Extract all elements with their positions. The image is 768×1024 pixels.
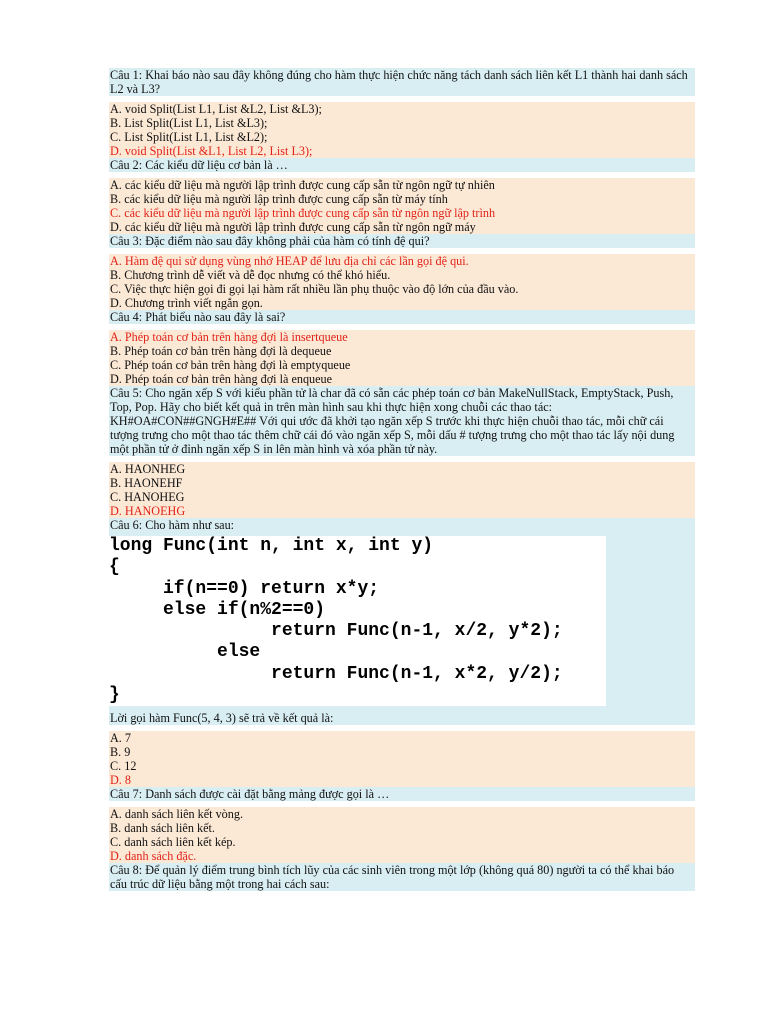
question-text: Câu 5: Cho ngăn xếp S với kiểu phần tử là char đã có sẵn các phép toán cơ bản MakeNullStack, EmptyStack, Push, Top, Pop. Hãy cho biết kết quả in trên màn hình sau khi thực hiện xong chuỗi các thao tác: KH#OA#CON##GNGH#E## Với qui ước đã khởi tạo ngăn xếp S trước khi thực hiện chuỗi thao tác, mỗi chữ cái tượng trưng cho một thao tác thêm chữ cái đó vào ngăn xếp S, mỗi dấu # tượng trưng cho một thao tác lấy nội dung một phần tử ở đỉnh ngăn xếp S in lên màn hình và xóa phần tử này. bbox=[109, 386, 695, 456]
answer-list bbox=[109, 330, 695, 386]
answer-list bbox=[109, 254, 695, 310]
answer-option-correct: D. 8 bbox=[110, 773, 131, 788]
question-text: Câu 8: Để quản lý điểm trung bình tích lũy của các sinh viên trong một lớp (không quá 80) người ta có thể khai báo cấu trúc dữ liệu bằng một trong hai cách sau: bbox=[109, 863, 695, 891]
answer-list bbox=[109, 102, 695, 158]
answer-option: C. HANOHEG bbox=[110, 490, 185, 504]
answer-option: A. 7 bbox=[110, 731, 131, 746]
answer-list bbox=[109, 731, 695, 787]
answer-option: A. danh sách liên kết vòng. bbox=[110, 807, 244, 822]
answer-option: A. các kiểu dữ liệu mà người lập trình được cung cấp sẵn từ ngôn ngữ tự nhiên bbox=[110, 178, 495, 192]
question-text: Câu 1: Khai báo nào sau đây không đúng cho hàm thực hiện chức năng tách danh sách liên kết L1 thành hai danh sách L2 và L3? bbox=[109, 68, 695, 96]
answer-option: B. 9 bbox=[110, 745, 131, 760]
code-block-container bbox=[109, 532, 695, 711]
answer-option: A. void Split(List L1, List &L2, List &L3); bbox=[110, 102, 322, 116]
answer-option: C. 12 bbox=[110, 759, 137, 774]
answer-option: B. các kiểu dữ liệu mà người lập trình được cung cấp sẵn từ máy tính bbox=[110, 192, 448, 206]
answer-option: C. danh sách liên kết kép. bbox=[110, 835, 236, 850]
question-text: Câu 6: Cho hàm như sau: bbox=[109, 518, 695, 532]
answer-option: B. Chương trình dễ viết và dễ đọc nhưng có thể khó hiểu. bbox=[110, 268, 391, 282]
question-text: Câu 3: Đặc điểm nào sau đây không phải của hàm có tính đệ qui? bbox=[109, 234, 695, 248]
answer-option-correct: D. HANOEHG bbox=[110, 504, 186, 518]
answer-option: D. Phép toán cơ bản trên hàng đợi là enqueue bbox=[110, 372, 333, 386]
answer-option-correct: C. các kiểu dữ liệu mà người lập trình được cung cấp sẵn từ ngôn ngữ lập trình bbox=[110, 206, 496, 220]
answer-option: B. List Split(List L1, List &L3); bbox=[110, 116, 268, 130]
answer-option: A. HAONHEG bbox=[110, 462, 186, 476]
answer-list bbox=[109, 178, 695, 234]
code-block: long Func(int n, int x, int y) { if(n==0) return x*y; else if(n%2==0) return Func(n-1, x/2, y*2); else return Func(n-1, x*2, y/2); } bbox=[109, 536, 606, 706]
answer-option-correct: D. danh sách đặc. bbox=[110, 849, 197, 864]
question-text: Câu 2: Các kiểu dữ liệu cơ bản là … bbox=[109, 158, 695, 172]
answer-option-correct: A. Phép toán cơ bản trên hàng đợi là insertqueue bbox=[110, 330, 348, 344]
answer-list bbox=[109, 807, 695, 863]
answer-option: B. danh sách liên kết. bbox=[110, 821, 215, 836]
question-text: Câu 7: Danh sách được cài đặt bằng mảng được gọi là … bbox=[109, 787, 695, 801]
answer-option-correct: D. void Split(List &L1, List L2, List L3); bbox=[110, 144, 313, 158]
answer-option: B. HAONEHF bbox=[110, 476, 183, 490]
answer-option: D. các kiểu dữ liệu mà người lập trình được cung cấp sẵn từ ngôn ngữ máy bbox=[110, 220, 476, 234]
question-text: Câu 4: Phát biểu nào sau đây là sai? bbox=[109, 310, 695, 324]
question-followup: Lời gọi hàm Func(5, 4, 3) sẽ trả về kết quả là: bbox=[109, 711, 695, 725]
answer-option: C. Phép toán cơ bản trên hàng đợi là emptyqueue bbox=[110, 358, 351, 372]
answer-option: B. Phép toán cơ bản trên hàng đợi là dequeue bbox=[110, 344, 332, 358]
answer-option: D. Chương trình viết ngắn gọn. bbox=[110, 296, 263, 310]
quiz-document bbox=[109, 68, 695, 891]
answer-option: C. List Split(List L1, List &L2); bbox=[110, 130, 268, 144]
answer-list bbox=[109, 462, 695, 518]
answer-option: C. Việc thực hiện gọi đi gọi lại hàm rất nhiều lần phụ thuộc vào độ lớn của đầu vào. bbox=[110, 282, 519, 296]
answer-option-correct: A. Hàm đệ qui sử dụng vùng nhớ HEAP để lưu địa chỉ các lần gọi đệ qui. bbox=[110, 254, 469, 268]
